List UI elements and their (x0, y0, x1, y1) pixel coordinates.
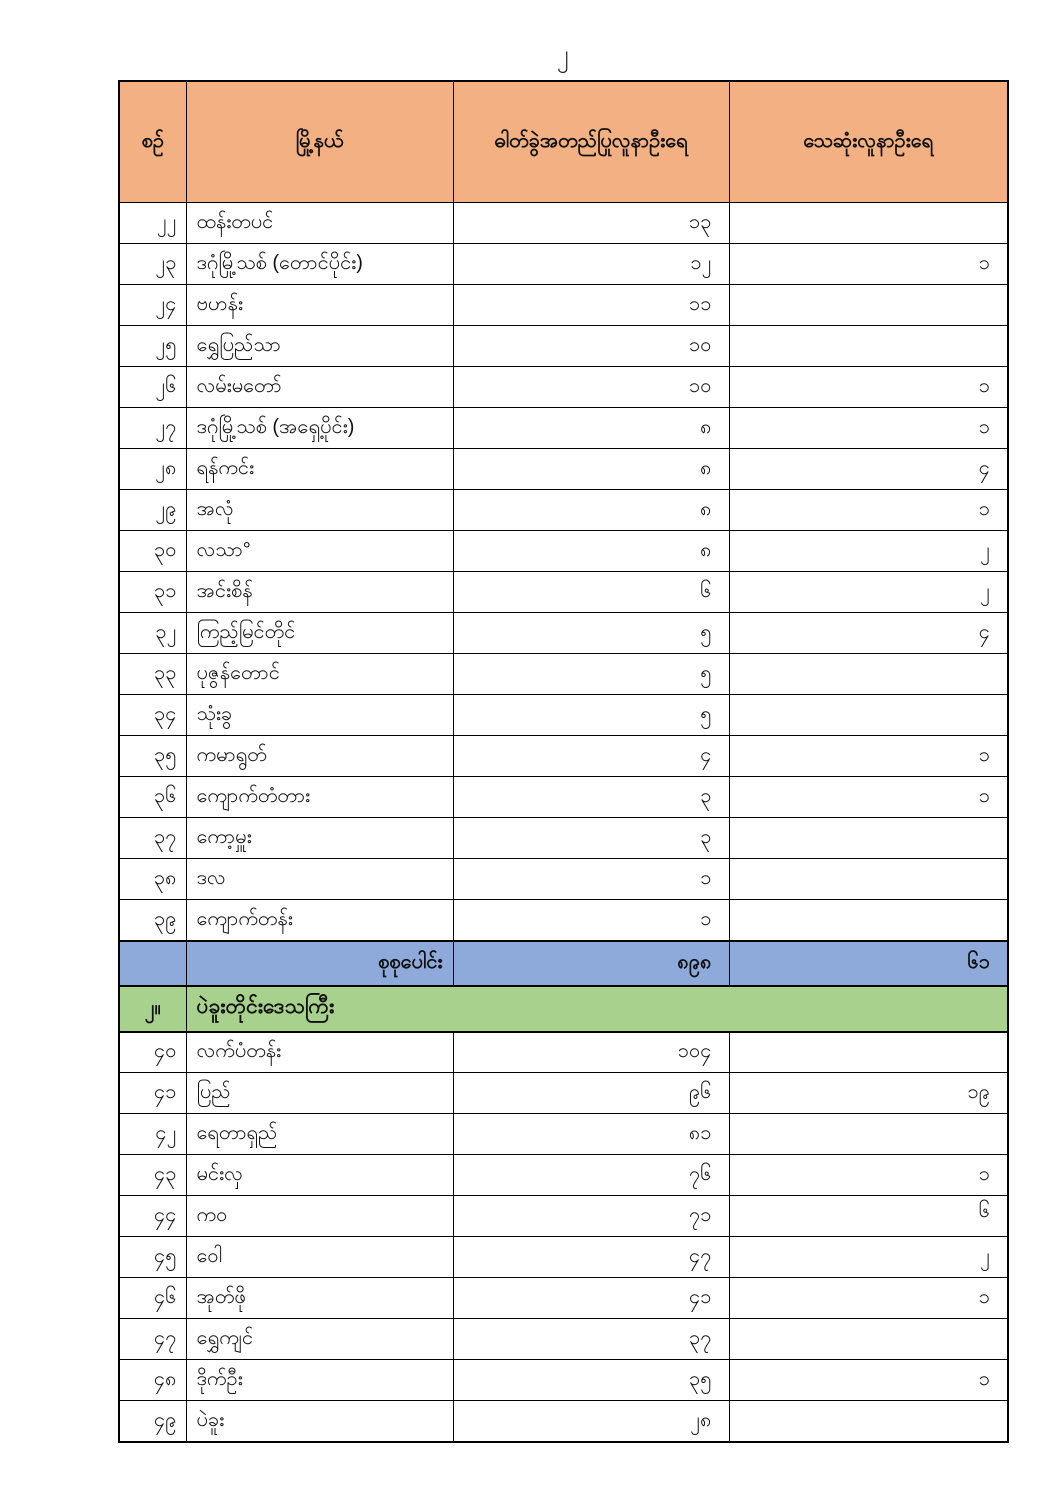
township-cell: ထန်းတပင် (186, 203, 453, 244)
township-cell: ရွှေကျင် (186, 1319, 453, 1360)
total-confirmed-cell: ၈၉၈ (453, 941, 729, 986)
table-row (119, 900, 1008, 941)
serial-cell: ၃၁ (119, 572, 186, 613)
confirmed-cell: ၁၂ (453, 244, 729, 285)
confirmed-cell: ၈ (453, 490, 729, 531)
township-cell: ဝေါ (186, 1237, 453, 1278)
serial-cell: ၄၈ (119, 1360, 186, 1401)
table-row (119, 777, 1008, 818)
table-row (119, 285, 1008, 326)
confirmed-cell: ၃ (453, 818, 729, 859)
township-cell: ရန်ကင်း (186, 449, 453, 490)
deaths-cell (729, 285, 1008, 326)
serial-cell: ၄၀ (119, 1032, 186, 1073)
table-row (119, 818, 1008, 859)
deaths-cell: ၄ (729, 449, 1008, 490)
confirmed-cell: ၁ (453, 900, 729, 941)
confirmed-cell: ၁ (453, 859, 729, 900)
table-row (119, 1032, 1008, 1073)
deaths-cell: ၂ (729, 1237, 1008, 1278)
confirmed-cell: ၈ (453, 408, 729, 449)
deaths-cell (729, 859, 1008, 900)
confirmed-cell: ၆ (453, 572, 729, 613)
confirmed-cell: ၂၈ (453, 1401, 729, 1442)
township-cell: အုတ်ဖို (186, 1278, 453, 1319)
confirmed-cell: ၈ (453, 531, 729, 572)
serial-cell: ၄၁ (119, 1073, 186, 1114)
township-cell: ကြည့်မြင်တိုင် (186, 613, 453, 654)
serial-cell: ၂၉ (119, 490, 186, 531)
serial-cell: ၂၂ (119, 203, 186, 244)
township-cell: ပုဇွန်တောင် (186, 654, 453, 695)
serial-cell: ၂၈ (119, 449, 186, 490)
deaths-cell (729, 818, 1008, 859)
total-empty-cell (119, 941, 186, 986)
table-row (119, 408, 1008, 449)
table-row (119, 326, 1008, 367)
deaths-cell: ၁ (729, 490, 1008, 531)
confirmed-cell: ၈၁ (453, 1114, 729, 1155)
section-title-cell: ပဲခူးတိုင်းဒေသကြီး (186, 986, 1008, 1032)
confirmed-cell: ၅ (453, 695, 729, 736)
serial-cell: ၃၀ (119, 531, 186, 572)
section-number-cell: ၂။ (119, 986, 186, 1032)
table-row (119, 1319, 1008, 1360)
table-row (119, 367, 1008, 408)
table-row (119, 1196, 1008, 1237)
township-cell: ဒဂုံမြို့သစ် (တောင်ပိုင်း) (186, 244, 453, 285)
header-deaths: သေဆုံးလူနာဦးရေ (729, 81, 1008, 203)
serial-cell: ၃၉ (119, 900, 186, 941)
serial-cell: ၃၄ (119, 695, 186, 736)
serial-cell: ၂၅ (119, 326, 186, 367)
confirmed-cell: ၇၁ (453, 1196, 729, 1237)
township-cell: မင်းလှ (186, 1155, 453, 1196)
serial-cell: ၄၅ (119, 1237, 186, 1278)
township-cell: ကဝ (186, 1196, 453, 1237)
deaths-cell: ၁ (729, 736, 1008, 777)
header-township: မြို့နယ် (186, 81, 453, 203)
table-row (119, 654, 1008, 695)
table-row (119, 736, 1008, 777)
page-number: ၂ (556, 41, 569, 68)
confirmed-cell: ၃၅ (453, 1360, 729, 1401)
deaths-cell (729, 1401, 1008, 1442)
deaths-cell: ၁ (729, 408, 1008, 449)
confirmed-cell: ၈ (453, 449, 729, 490)
confirmed-cell: ၅ (453, 654, 729, 695)
serial-cell: ၄၇ (119, 1319, 186, 1360)
table-row (119, 1360, 1008, 1401)
deaths-cell (729, 1032, 1008, 1073)
deaths-cell: ၂ (729, 531, 1008, 572)
confirmed-cell: ၄ (453, 736, 729, 777)
serial-cell: ၂၇ (119, 408, 186, 449)
serial-cell: ၄၂ (119, 1114, 186, 1155)
confirmed-cell: ၁၁ (453, 285, 729, 326)
deaths-cell: ၁၉ (729, 1073, 1008, 1114)
header-confirmed-cases: ဓါတ်ခွဲအတည်ပြုလူနာဦးရေ (453, 81, 729, 203)
serial-cell: ၄၉ (119, 1401, 186, 1442)
deaths-cell: ၂ (729, 572, 1008, 613)
deaths-cell (729, 326, 1008, 367)
header-serial: စဉ် (119, 81, 186, 203)
table-row (119, 613, 1008, 654)
township-cell: ဒဂုံမြို့သစ် (အရှေ့ပိုင်း) (186, 408, 453, 449)
deaths-cell: ၁ (729, 1360, 1008, 1401)
confirmed-cell: ၁၀ (453, 367, 729, 408)
total-row (119, 941, 1008, 986)
deaths-cell: ၁ (729, 777, 1008, 818)
serial-cell: ၂၆ (119, 367, 186, 408)
township-cell: လက်ပံတန်း (186, 1032, 453, 1073)
township-cell: ပဲခူး (186, 1401, 453, 1442)
township-cell: ရွှေပြည်သာ (186, 326, 453, 367)
township-cell: ဒိုက်ဦး (186, 1360, 453, 1401)
serial-cell: ၃၅ (119, 736, 186, 777)
deaths-cell: ၁ (729, 367, 1008, 408)
deaths-cell: ၆ (729, 1196, 1008, 1237)
table-row (119, 203, 1008, 244)
township-cell: ဒလ (186, 859, 453, 900)
deaths-cell (729, 1319, 1008, 1360)
township-cell: လမ်းမတော် (186, 367, 453, 408)
serial-cell: ၃၈ (119, 859, 186, 900)
township-statistics-table (118, 80, 1009, 1443)
serial-cell: ၃၆ (119, 777, 186, 818)
table-row (119, 244, 1008, 285)
section-row (119, 986, 1008, 1032)
confirmed-cell: ၉၆ (453, 1073, 729, 1114)
confirmed-cell: ၄၁ (453, 1278, 729, 1319)
confirmed-cell: ၅ (453, 613, 729, 654)
deaths-cell (729, 695, 1008, 736)
table-row (119, 449, 1008, 490)
deaths-cell (729, 1114, 1008, 1155)
serial-cell: ၃၃ (119, 654, 186, 695)
township-cell: အင်းစိန် (186, 572, 453, 613)
table-row (119, 531, 1008, 572)
table-row (119, 490, 1008, 531)
confirmed-cell: ၄၇ (453, 1237, 729, 1278)
serial-cell: ၄၆ (119, 1278, 186, 1319)
deaths-cell (729, 203, 1008, 244)
confirmed-cell: ၃၇ (453, 1319, 729, 1360)
confirmed-cell: ၁၀၄ (453, 1032, 729, 1073)
township-cell: ရေတာရှည် (186, 1114, 453, 1155)
table-row (119, 859, 1008, 900)
township-cell: ဗဟန်း (186, 285, 453, 326)
township-cell: လသာ° (186, 531, 453, 572)
total-deaths-cell: ၆၁ (729, 941, 1008, 986)
serial-cell: ၃၂ (119, 613, 186, 654)
table-row (119, 695, 1008, 736)
table-body (119, 203, 1008, 1442)
deaths-cell: ၁ (729, 1278, 1008, 1319)
confirmed-cell: ၁၃ (453, 203, 729, 244)
table-row (119, 1155, 1008, 1196)
total-label-cell: စုစုပေါင်း (186, 941, 453, 986)
confirmed-cell: ၁၀ (453, 326, 729, 367)
table-row (119, 1237, 1008, 1278)
table-header (119, 81, 1008, 203)
serial-cell: ၂၄ (119, 285, 186, 326)
table-row (119, 1073, 1008, 1114)
deaths-cell: ၄ (729, 613, 1008, 654)
table-row (119, 572, 1008, 613)
table-row (119, 1114, 1008, 1155)
serial-cell: ၃၇ (119, 818, 186, 859)
township-cell: ကမာရွတ် (186, 736, 453, 777)
township-cell: အလုံ (186, 490, 453, 531)
confirmed-cell: ၃ (453, 777, 729, 818)
township-cell: ကျောက်တန်း (186, 900, 453, 941)
deaths-cell: ၁ (729, 1155, 1008, 1196)
serial-cell: ၄၃ (119, 1155, 186, 1196)
deaths-cell (729, 900, 1008, 941)
township-cell: ပြည် (186, 1073, 453, 1114)
township-cell: ကျောက်တံတား (186, 777, 453, 818)
confirmed-cell: ၇၆ (453, 1155, 729, 1196)
table-row (119, 1278, 1008, 1319)
deaths-cell (729, 654, 1008, 695)
table-header-row (119, 81, 1008, 203)
township-cell: သုံးခွ (186, 695, 453, 736)
township-cell: ကော့မှူး (186, 818, 453, 859)
serial-cell: ၂၃ (119, 244, 186, 285)
serial-cell: ၄၄ (119, 1196, 186, 1237)
table-row (119, 1401, 1008, 1442)
deaths-cell: ၁ (729, 244, 1008, 285)
